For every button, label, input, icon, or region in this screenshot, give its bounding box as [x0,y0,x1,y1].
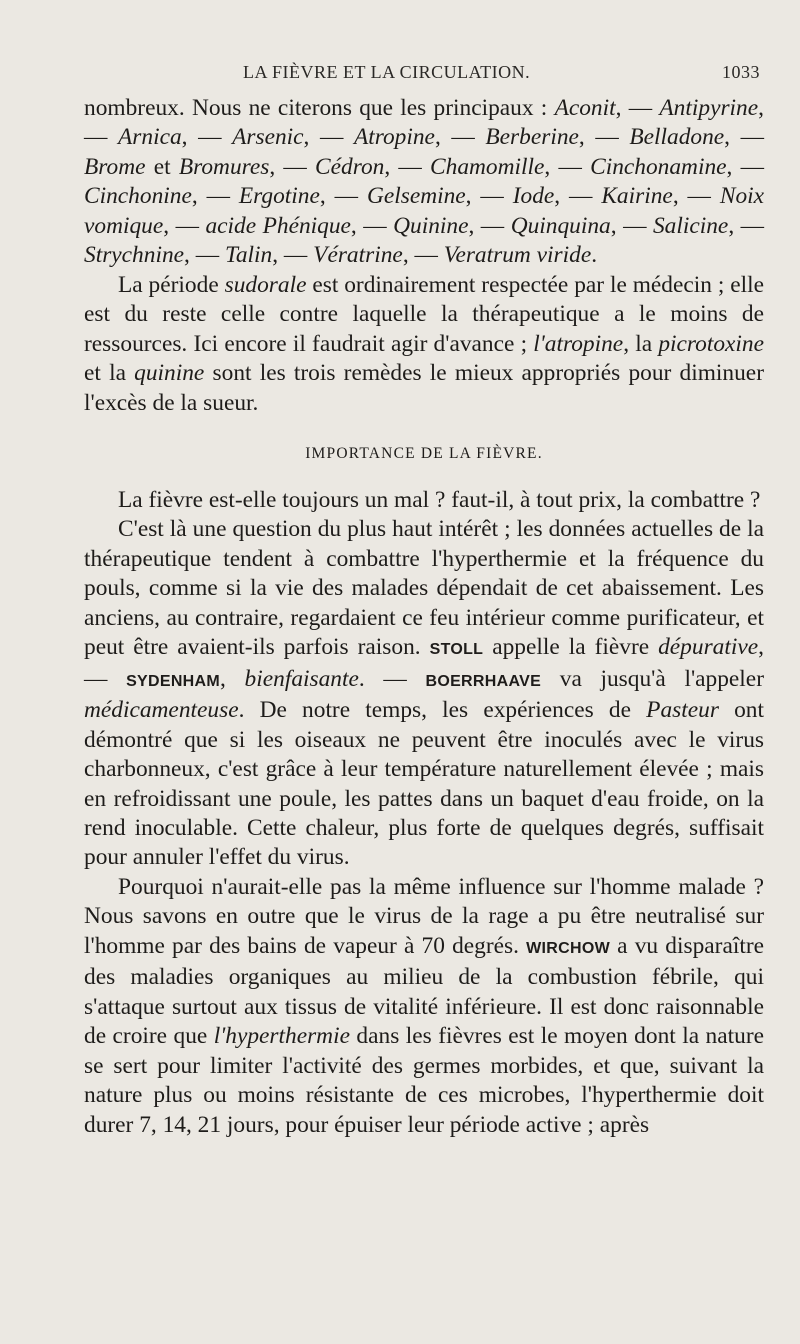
text-run: ont démontré que si les oiseaux ne peuvent être inoculés avec le virus charbonneux, c'est grâce à leur température naturellement élevée ; mais en refroidissant une poule, les pattes dans un baquet d'eau froide, on la rend inoculable. Cette chaleur, plus forte de quelques degrés, suffisait pour annuler l'effet du virus. [84,697,764,871]
text-run: . — [358,665,426,692]
drug-name: Vératrine [313,242,403,269]
paragraph-drug-list [84,94,764,271]
text-run: , la [623,330,659,357]
text-run: , — [84,634,764,692]
drug-name: Cinchonine [84,183,192,210]
text-run: Pourquoi n'aurait-elle pas la même influence sur l'homme malade ? Nous savons en outre que le virus de la rage a pu être neutralisé sur l'homme par des bains de vapeur à 70 degrés. [84,873,764,959]
text-run: dans les fièvres est le moyen dont la nature se sert pour limiter l'activité des germes morbides, et que, suivant la nature plus ou moins résistante de ces microbes, l'hyperthermie doit durer 7, 14, 21 jours, pour épuiser leur période active ; après [84,1023,764,1138]
paragraph-ancients [84,515,764,872]
running-title: LA FIÈVRE ET LA CIRCULATION. [243,62,531,82]
drug-name: Gelsemine [366,183,466,210]
drug-name: Salicine [652,212,729,239]
section-heading: IMPORTANCE DE LA FIÈVRE. [305,444,543,462]
drug-name: Veratrum viride [443,242,592,269]
drug-name: Chamomille [430,153,545,180]
italic-term: l'hyperthermie [213,1023,350,1050]
italic-term: Pasteur [646,697,719,724]
drug-list: Aconit, — Antipyrine, — Arnica, — Arsenic, — Atropine, — Berberine, — Belladone, — Brome et Bromures, — Cédron, — Chamomille, — Cinchonamine, — Cinchonine, — Ergotine, — Gelsemine, — Iode, — Kairine, — Noix vomique, — acide Phénique, — Quinine, — Quinquina, — Salicine, — Strychnine, — Talin, — Vératrine, — Veratrum viride. [84,95,765,269]
text-run: va jusqu'à l'appeler [541,665,764,692]
drug-name: Kairine [601,183,673,210]
running-header [0,62,800,86]
italic-term: sudorale [224,271,307,298]
paragraph-sudoral-period [84,271,764,418]
text-run: . De notre temps, les expériences de [238,697,647,724]
drug-name: Arsenic [232,124,304,151]
text-run: et la [84,360,135,387]
author-name: BOERRHAAVE [425,672,542,690]
author-name: STOLL [429,641,484,659]
drug-name: Brome [84,153,146,180]
italic-term: dépurative [658,634,759,661]
drug-name: Bromures [178,153,270,180]
page-number: 1033 [722,62,760,82]
author-name: WIRCHOW [526,939,611,957]
drug-name: Cédron [315,153,385,180]
page-body [84,94,764,1140]
drug-name: Antipyrine [659,95,759,121]
drug-name: Berberine [485,124,579,151]
text-run: appelle la fièvre [483,634,659,661]
author-name: SYDENHAM [126,672,221,690]
drug-name: Atropine [353,124,435,151]
paragraph-hyperthermia [84,873,764,1140]
paragraph-question: La fièvre est-elle toujours un mal ? faut-il, à tout prix, la combattre ? [118,486,761,513]
text-run: est ordinairement respectée par le médecin ; elle est du reste celle contre laquelle la thérapeutique a le moins de ressources. Ici encore il faudrait agir d'avance ; [84,271,764,357]
drug-name: acide Phénique [205,212,351,239]
text-run: C'est là une question du plus haut intérêt ; les données actuelles de la thérapeutique tendent à combattre l'hyperthermie et la fréquence du pouls, comme si la vie des malades dépendait de cet abaissement. Les anciens, au contraire, regardaient ce feu intérieur comme purificateur, et peut être avaient-ils parfois raison. [84,516,764,661]
drug-name: Quinquina [510,212,611,239]
italic-term: quinine [134,360,205,387]
drug-name: Ergotine [238,183,320,210]
text-run: , [220,665,245,692]
drug-name: Quinine [393,212,469,239]
drug-name: Strychnine [84,242,185,269]
text-run: La période [118,271,225,298]
text-run: sont les trois remèdes le mieux appropriés pour diminuer l'excès de la sueur. [84,360,764,416]
italic-term: médicamenteuse [84,697,239,724]
text-run: nombreux. Nous ne citerons que les principaux : [84,95,555,121]
drug-name: Talin [224,242,273,269]
text-run: a vu disparaître des maladies organiques au milieu de la combustion fébrile, qui s'attaque surtout aux tissus de vitalité inférieure. Il est donc raisonnable de croire que [84,932,764,1050]
drug-name: Belladone [629,124,725,151]
drug-name: Cinchonamine [590,153,727,180]
italic-term: l'atropine [533,330,624,357]
italic-term: picrotoxine [658,330,764,357]
drug-name: Iode [512,183,555,210]
drug-name: Aconit [554,95,616,121]
drug-name: Noix vomique [84,183,765,239]
italic-term: bienfaisante [244,665,359,692]
drug-name: Arnica [117,124,182,151]
